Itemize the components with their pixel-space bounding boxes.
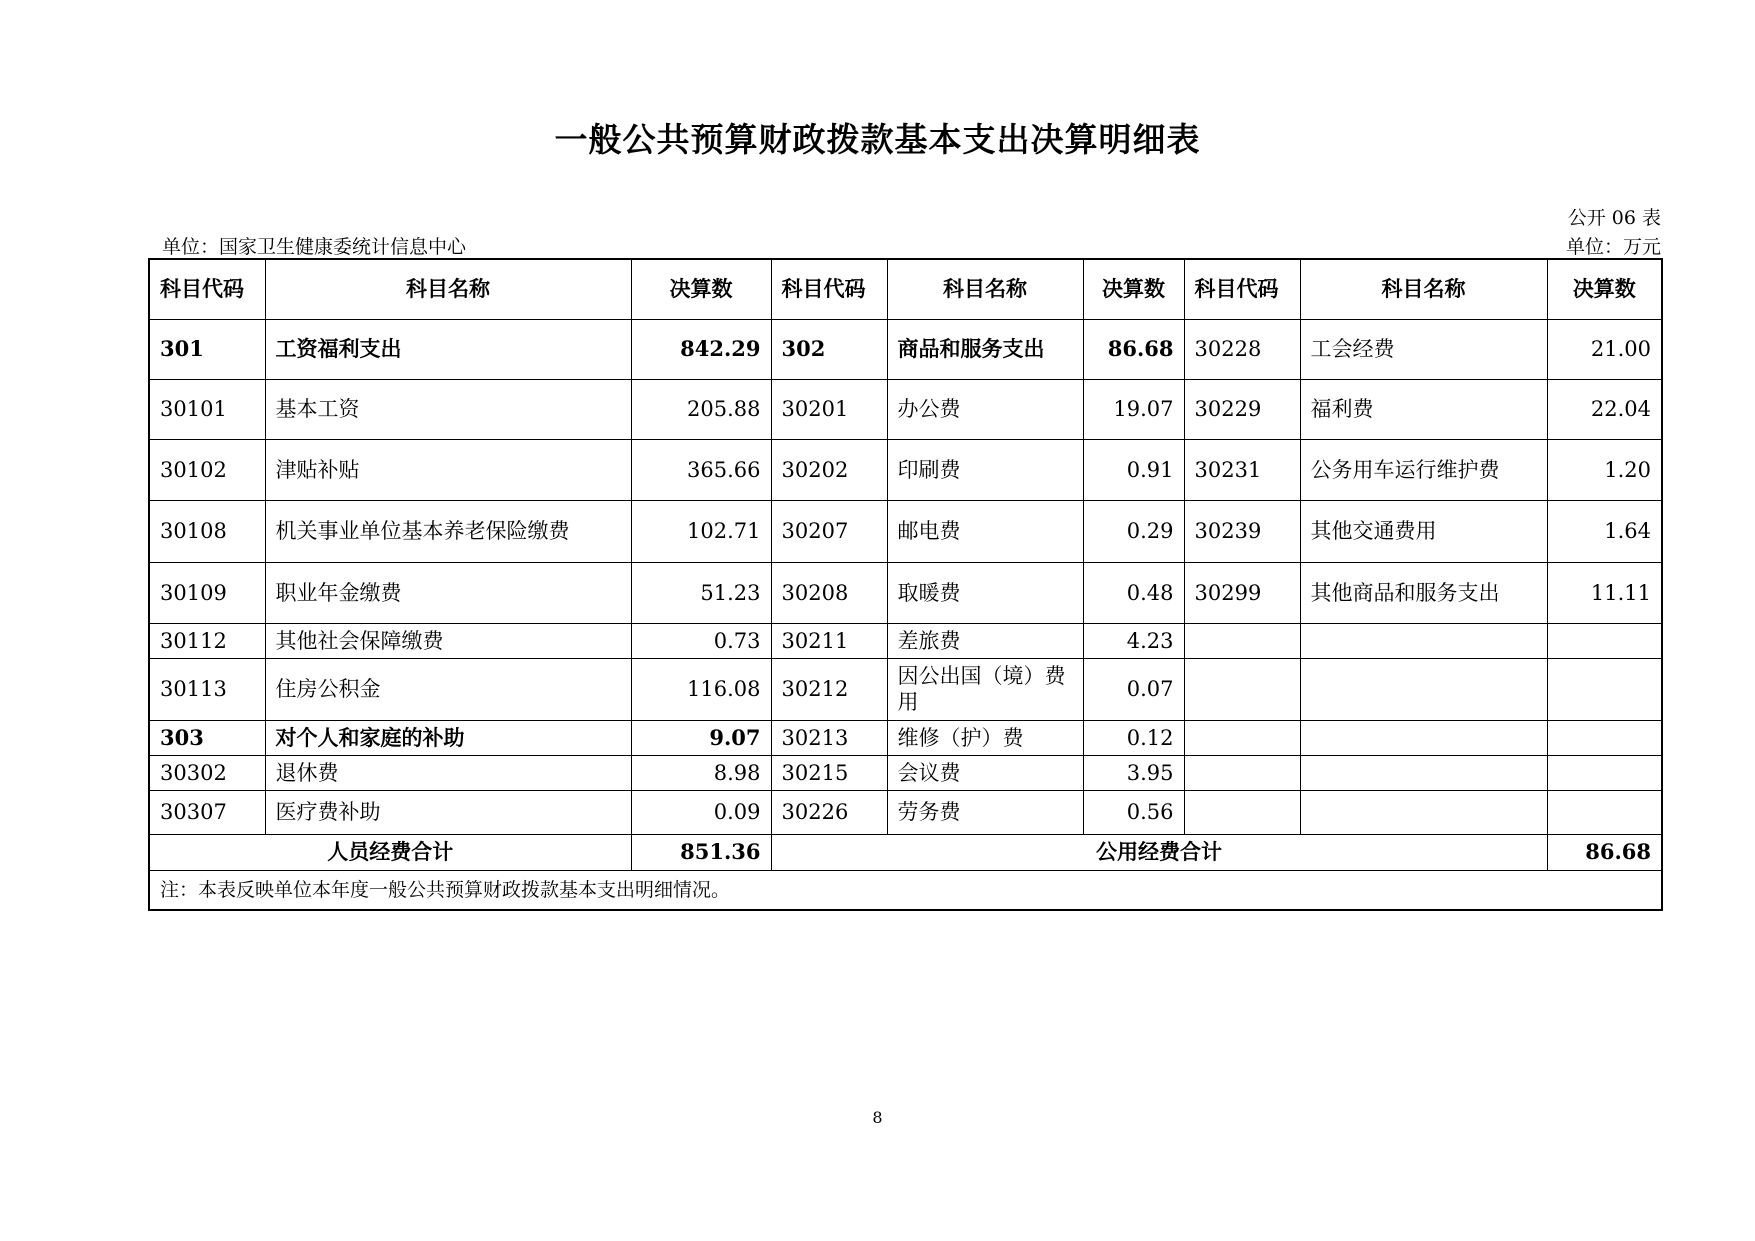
header-value-2: 决算数 — [1083, 259, 1184, 319]
row-code: 30299 — [1184, 562, 1300, 623]
table-row — [149, 623, 1662, 658]
row-value — [1547, 790, 1662, 834]
table-row — [149, 562, 1662, 623]
row-value: 0.09 — [631, 790, 771, 834]
row-name: 维修（护）费 — [887, 720, 1083, 755]
table-row — [149, 720, 1662, 755]
row-name — [1300, 720, 1547, 755]
row-name: 公务用车运行维护费 — [1300, 439, 1547, 500]
row-code: 30102 — [149, 439, 265, 500]
row-value: 86.68 — [1083, 319, 1184, 379]
row-code: 30302 — [149, 755, 265, 790]
row-value: 102.71 — [631, 500, 771, 562]
row-value: 21.00 — [1547, 319, 1662, 379]
table-row — [149, 500, 1662, 562]
totals-row — [149, 834, 1662, 870]
row-code: 30207 — [771, 500, 887, 562]
header-code-2: 科目代码 — [771, 259, 887, 319]
row-code: 30202 — [771, 439, 887, 500]
table-row — [149, 319, 1662, 379]
header-code-1: 科目代码 — [149, 259, 265, 319]
row-name — [1300, 658, 1547, 720]
header-name-3: 科目名称 — [1300, 259, 1547, 319]
row-name: 会议费 — [887, 755, 1083, 790]
row-name: 住房公积金 — [265, 658, 631, 720]
header-value-1: 决算数 — [631, 259, 771, 319]
row-code: 30307 — [149, 790, 265, 834]
form-number: 公开 06 表 — [1567, 207, 1661, 229]
currency-unit: 单位：万元 — [1565, 236, 1661, 258]
row-code: 30113 — [149, 658, 265, 720]
row-name — [1300, 623, 1547, 658]
row-value: 11.11 — [1547, 562, 1662, 623]
public-total-value: 86.68 — [1547, 834, 1662, 870]
table-row — [149, 790, 1662, 834]
row-name: 其他社会保障缴费 — [265, 623, 631, 658]
row-name: 津贴补贴 — [265, 439, 631, 500]
row-value: 0.56 — [1083, 790, 1184, 834]
row-code — [1184, 790, 1300, 834]
header-name-1: 科目名称 — [265, 259, 631, 319]
organization-unit: 单位：国家卫生健康委统计信息中心 — [162, 236, 467, 258]
row-code: 30213 — [771, 720, 887, 755]
row-name: 职业年金缴费 — [265, 562, 631, 623]
row-value: 0.07 — [1083, 658, 1184, 720]
row-code: 30229 — [1184, 379, 1300, 439]
row-value: 0.12 — [1083, 720, 1184, 755]
row-code — [1184, 623, 1300, 658]
row-code: 30212 — [771, 658, 887, 720]
row-name: 工资福利支出 — [265, 319, 631, 379]
expenditure-detail-table — [148, 258, 1663, 911]
row-name: 劳务费 — [887, 790, 1083, 834]
personnel-total-value: 851.36 — [631, 834, 771, 870]
personnel-total-label: 人员经费合计 — [149, 834, 631, 870]
header-code-3: 科目代码 — [1184, 259, 1300, 319]
row-code: 30226 — [771, 790, 887, 834]
public-total-label: 公用经费合计 — [771, 834, 1547, 870]
table-row — [149, 755, 1662, 790]
row-name: 工会经费 — [1300, 319, 1547, 379]
row-name: 基本工资 — [265, 379, 631, 439]
row-value: 3.95 — [1083, 755, 1184, 790]
row-value: 8.98 — [631, 755, 771, 790]
row-name: 其他商品和服务支出 — [1300, 562, 1547, 623]
row-value: 51.23 — [631, 562, 771, 623]
row-value: 4.23 — [1083, 623, 1184, 658]
row-name — [1300, 755, 1547, 790]
row-value: 19.07 — [1083, 379, 1184, 439]
row-value — [1547, 720, 1662, 755]
table-row — [149, 379, 1662, 439]
row-name: 其他交通费用 — [1300, 500, 1547, 562]
page-number: 8 — [872, 1108, 883, 1127]
header-value-3: 决算数 — [1547, 259, 1662, 319]
row-value: 9.07 — [631, 720, 771, 755]
table-row — [149, 439, 1662, 500]
row-value: 0.29 — [1083, 500, 1184, 562]
row-name: 印刷费 — [887, 439, 1083, 500]
table-row — [149, 658, 1662, 720]
row-value: 205.88 — [631, 379, 771, 439]
row-name — [1300, 790, 1547, 834]
row-value — [1547, 658, 1662, 720]
row-code: 30208 — [771, 562, 887, 623]
row-code: 30228 — [1184, 319, 1300, 379]
row-value: 1.64 — [1547, 500, 1662, 562]
row-value: 0.91 — [1083, 439, 1184, 500]
row-code — [1184, 720, 1300, 755]
row-name: 机关事业单位基本养老保险缴费 — [265, 500, 631, 562]
row-code — [1184, 658, 1300, 720]
row-name: 福利费 — [1300, 379, 1547, 439]
row-code: 30108 — [149, 500, 265, 562]
row-value: 0.48 — [1083, 562, 1184, 623]
row-code: 30215 — [771, 755, 887, 790]
row-name: 因公出国（境）费用 — [887, 658, 1083, 720]
row-name: 办公费 — [887, 379, 1083, 439]
row-code: 30211 — [771, 623, 887, 658]
page-title: 一般公共预算财政拨款基本支出决算明细表 — [554, 120, 1201, 159]
row-value — [1547, 755, 1662, 790]
row-name: 差旅费 — [887, 623, 1083, 658]
row-name: 退休费 — [265, 755, 631, 790]
row-value: 1.20 — [1547, 439, 1662, 500]
row-code: 30101 — [149, 379, 265, 439]
row-value: 22.04 — [1547, 379, 1662, 439]
row-name: 取暖费 — [887, 562, 1083, 623]
row-name: 对个人和家庭的补助 — [265, 720, 631, 755]
row-name: 商品和服务支出 — [887, 319, 1083, 379]
row-code: 30201 — [771, 379, 887, 439]
row-value: 116.08 — [631, 658, 771, 720]
row-code: 303 — [149, 720, 265, 755]
row-code: 301 — [149, 319, 265, 379]
note-row — [149, 870, 1662, 910]
row-code: 30109 — [149, 562, 265, 623]
header-name-2: 科目名称 — [887, 259, 1083, 319]
row-value: 842.29 — [631, 319, 771, 379]
row-code: 30231 — [1184, 439, 1300, 500]
row-code: 30112 — [149, 623, 265, 658]
table-header-row — [149, 259, 1662, 319]
row-code: 30239 — [1184, 500, 1300, 562]
row-code: 302 — [771, 319, 887, 379]
row-value: 0.73 — [631, 623, 771, 658]
row-value: 365.66 — [631, 439, 771, 500]
row-code — [1184, 755, 1300, 790]
row-value — [1547, 623, 1662, 658]
row-name: 邮电费 — [887, 500, 1083, 562]
table-note: 注：本表反映单位本年度一般公共预算财政拨款基本支出明细情况。 — [149, 870, 1662, 910]
row-name: 医疗费补助 — [265, 790, 631, 834]
